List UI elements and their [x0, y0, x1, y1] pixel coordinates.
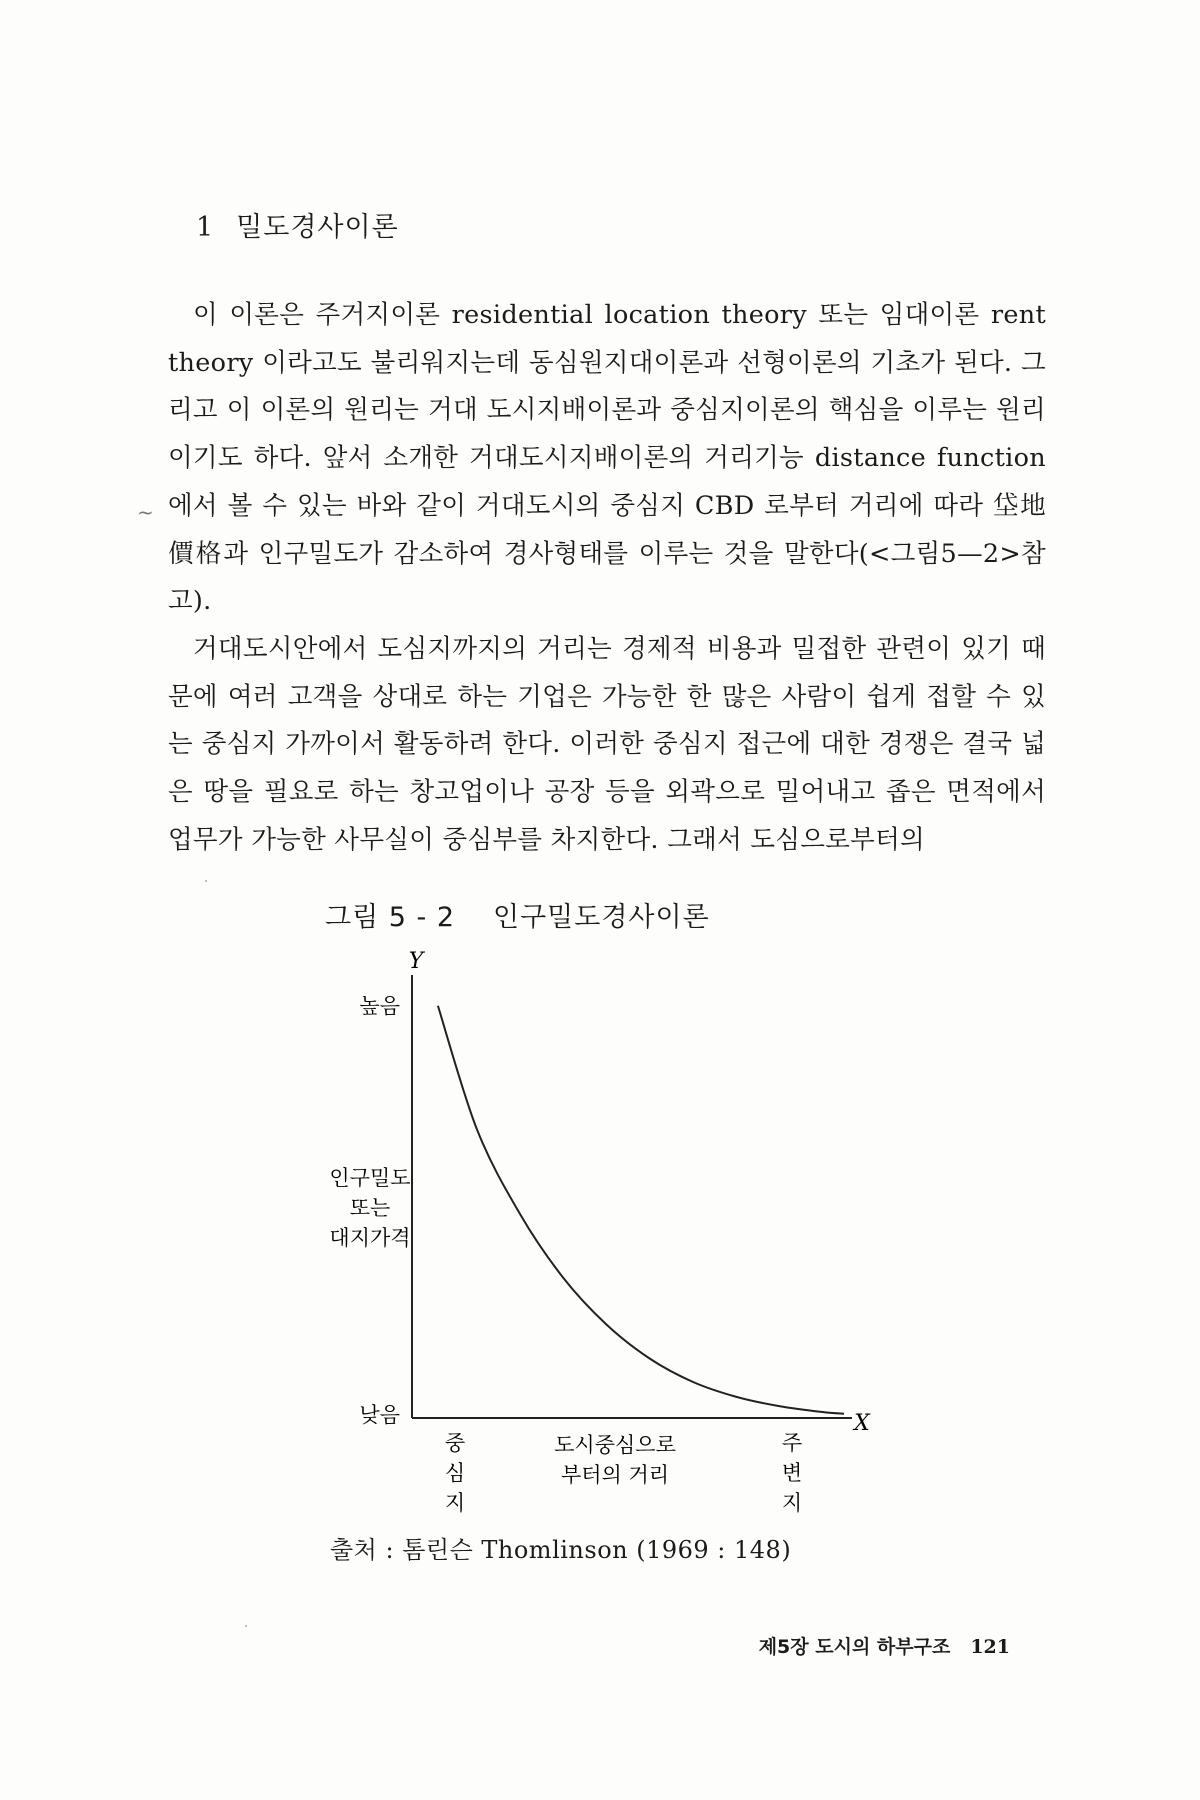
y-high-label: 높음 [359, 994, 400, 1018]
footer-chapter: 제5장 도시의 하부구조 [758, 1636, 951, 1658]
margin-mark: ~ [137, 500, 154, 524]
paragraph-2: 거대도시안에서 도심지까지의 거리는 경제적 비용과 밀접한 관련이 있기 때문에 여러 고객을 상대로 하는 기업은 가능한 한 많은 사람이 쉽게 접할 수 있는 중심지 가까이서 활동하려 한다. 이러한 중심지 접근에 대한 경쟁은 결국 넓은 땅을 필요로 하는 창고업이나 공장 등을 외곽으로 밀어내고 좁은 면적에서 업무가 가능한 사무실이 중심부를 차지한다. 그래서 도심으로부터의 [168, 633, 1046, 855]
figure-title: 인구밀도경사이론 [493, 902, 710, 933]
section-title: 밀도경사이론 [236, 212, 399, 243]
scan-speck [245, 1625, 247, 1627]
x-center-label-line: 부터의 거리 [560, 1463, 670, 1487]
x-left-label-char: 지 [444, 1491, 466, 1515]
x-center-label-line: 도시중심으로 [554, 1433, 676, 1457]
series-line-density-gradient [438, 1006, 844, 1414]
x-axis-letter: X [854, 1411, 870, 1436]
x-left-label-char: 심 [444, 1461, 466, 1485]
section-number: 1 [196, 212, 215, 243]
figure-source: 출처 : 톰린슨 Thomlinson (1969 : 148) [330, 1536, 792, 1564]
figure-label: 그림 5 - 2 [325, 902, 456, 933]
x-right-label-char: 주 [781, 1431, 803, 1455]
scan-speck [205, 880, 207, 882]
y-low-label: 낮음 [359, 1403, 400, 1427]
y-axis-title-line: 또는 [349, 1196, 391, 1220]
paragraph-1: 이 이론은 주거지이론 residential location theory 또는 임대이론 rent theory 이라고도 불리워지는데 동심원지대이론과 선형이론의 기초가 된다. 그리고 이 이론의 원리는 거대 도시지배이론과 중심지이론의 핵심을 이루는 원리이기도 하다. 앞서 소개한 거대도시지배이론의 거리기능 distance function 에서 볼 수 있는 바와 같이 거대도시의 중심지 CBD 로부터 거리에 따라 垈地價格과 인구밀도가 감소하여 경사형태를 이루는 것을 말한다(<그림5—2>참고). [168, 300, 1046, 617]
y-axis-title-line: 대지가격 [329, 1226, 411, 1250]
x-left-label-char: 중 [444, 1431, 466, 1455]
x-right-label-char: 변 [781, 1461, 803, 1485]
page-number: 121 [970, 1636, 1010, 1658]
y-axis-letter: Y [408, 949, 424, 974]
page-footer [759, 1632, 1010, 1659]
x-right-label-char: 지 [781, 1491, 803, 1515]
y-axis-title-line: 인구밀도 [329, 1166, 411, 1190]
